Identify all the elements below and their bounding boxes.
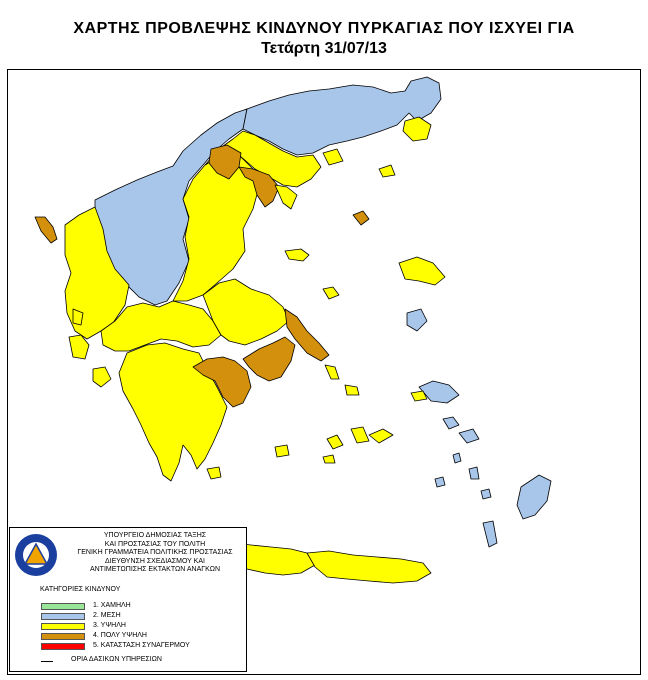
legend-box <box>9 527 247 672</box>
agency-name <box>64 532 246 575</box>
legend-swatch <box>41 603 85 610</box>
map-title: ΧΑΡΤΗΣ ΠΡΟΒΛΕΨΗΣ ΚΙΝΔΥΝΟΥ ΠΥΡΚΑΓΙΑΣ ΠΟΥ ΙΣΧΥΕΙ ΓΙΑ <box>73 20 575 37</box>
legend-item-alarm <box>41 643 241 651</box>
legend-swatch <box>41 613 85 620</box>
legend-label: 2. ΜΕΣΗ <box>93 612 121 619</box>
legend-item-very-high <box>41 633 241 641</box>
legend-item-low <box>41 603 241 611</box>
legend-swatch <box>41 633 85 640</box>
agency-line: ΓΕΝΙΚΗ ΓΡΑΜΜΑΤΕΙΑ ΠΟΛΙΤΙΚΗΣ ΠΡΟΣΤΑΣΙΑΣ <box>77 549 233 557</box>
civil-protection-emblem-icon <box>14 533 58 577</box>
agency-line: ΑΝΤΙΜΕΤΩΠΙΣΗΣ ΕΚΤΑΚΤΩΝ ΑΝΑΓΚΩΝ <box>89 566 221 574</box>
legend-swatch <box>41 623 85 630</box>
agency-line: ΚΑΙ ΠΡΟΣΤΑΣΙΑΣ ΤΟΥ ΠΟΛΙΤΗ <box>104 540 206 548</box>
legend-label: ΟΡΙΑ ΔΑΣΙΚΩΝ ΥΠΗΡΕΣΙΩΝ <box>71 656 162 663</box>
categories-title: ΚΑΤΗΓΟΡΙΕΣ ΚΙΝΔΥΝΟΥ <box>40 586 121 593</box>
legend-label: 5. ΚΑΤΑΣΤΑΣΗ ΣΥΝΑΓΕΡΜΟΥ <box>93 642 190 649</box>
legend-item-medium <box>41 613 241 621</box>
legend-item-high <box>41 623 241 631</box>
legend-label: 4. ΠΟΛΥ ΥΨΗΛΗ <box>93 632 147 639</box>
map-date: Τετάρτη 31/07/13 <box>261 40 387 57</box>
legend-item-boundary <box>41 657 241 665</box>
legend-label: 1. ΧΑΜΗΛΗ <box>93 602 131 609</box>
legend-swatch <box>41 643 85 650</box>
agency-line: ΔΙΕΥΘΥΝΣΗ ΣΧΕΔΙΑΣΜΟΥ ΚΑΙ <box>105 557 205 565</box>
legend-label: 3. ΥΨΗΛΗ <box>93 622 126 629</box>
agency-line: ΥΠΟΥΡΓΕΙΟ ΔΗΜΟΣΙΑΣ ΤΑΞΗΣ <box>103 532 207 539</box>
boundary-line-icon <box>41 661 53 662</box>
